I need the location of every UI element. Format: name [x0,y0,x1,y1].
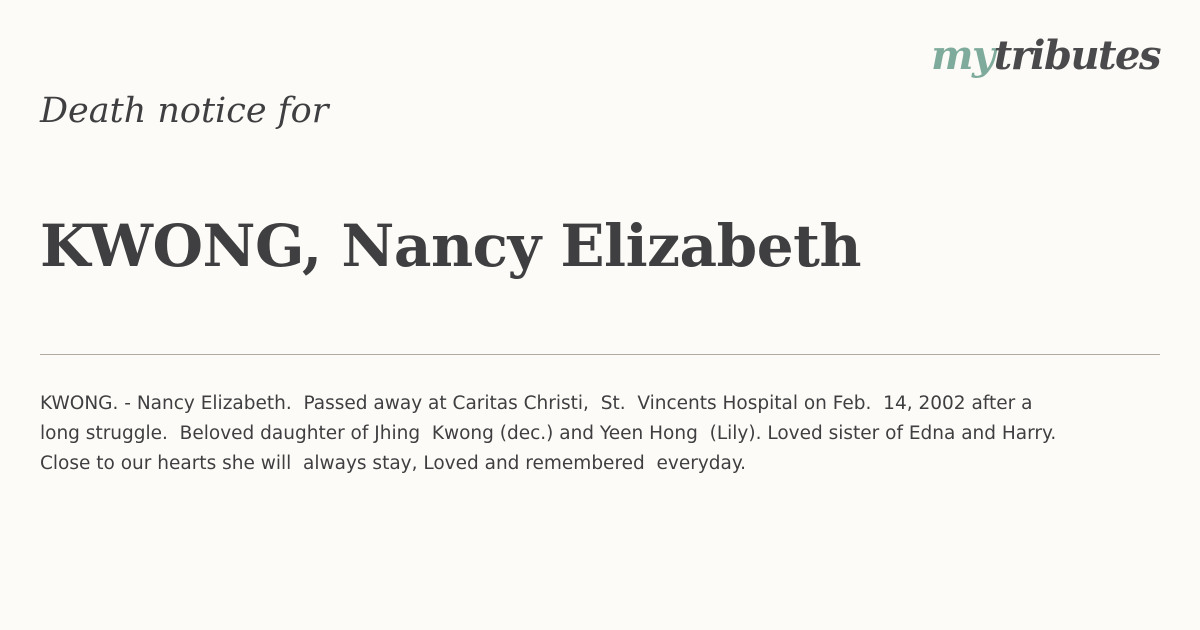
logo-my-text: my [931,32,994,79]
notice-body-line: Close to our hearts she will always stay, Loved and remembered everyday. [40,453,747,474]
mytributes-logo[interactable] [931,32,1160,79]
notice-body [40,389,1160,479]
notice-eyebrow: Death notice for [40,91,329,131]
divider [40,354,1160,355]
notice-body-line: KWONG. - Nancy Elizabeth. Passed away at Caritas Christi, St. Vincents Hospital on Feb. 14, 2002 after a [40,393,1033,414]
deceased-name: KWONG, Nancy Elizabeth [40,212,862,280]
notice-body-line: long struggle. Beloved daughter of Jhing Kwong (dec.) and Yeen Hong (Lily). Loved sister of Edna and Harry. [40,423,1057,444]
logo-tributes-text: tributes [993,32,1160,79]
